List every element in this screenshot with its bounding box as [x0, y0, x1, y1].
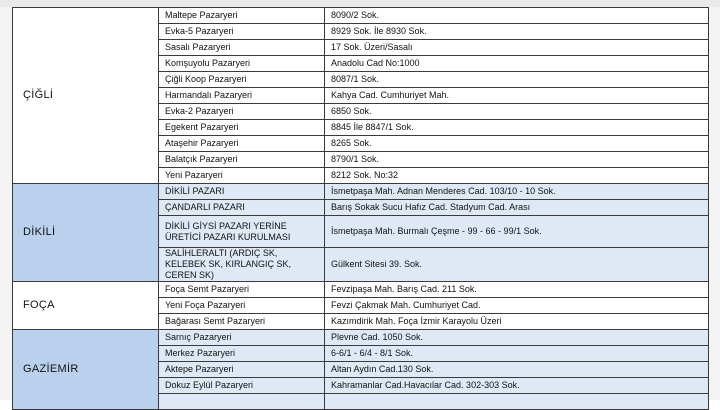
market-name: Yeni Foça Pazaryeri	[159, 298, 325, 314]
market-address: 8845 İle 8847/1 Sok.	[325, 120, 709, 136]
market-address: 8212 Sok. No:32	[325, 168, 709, 184]
market-name: Dokuz Eylül Pazaryeri	[159, 378, 325, 394]
market-name: Merkez Pazaryeri	[159, 346, 325, 362]
market-address: Gülkent Sitesi 39. Sok.	[325, 248, 709, 282]
market-name: DİKİLİ GİYSİ PAZARI YERİNE ÜRETİCİ PAZARI KURULMASI	[159, 216, 325, 248]
market-address-cut-off	[325, 394, 709, 410]
market-address: 8790/1 Sok.	[325, 152, 709, 168]
market-address: 6-6/1 - 6/4 - 8/1 Sok.	[325, 346, 709, 362]
market-address: İsmetpaşa Mah. Burmalı Çeşme - 99 - 66 - 99/1 Sok.	[325, 216, 709, 248]
table-row	[13, 330, 709, 346]
table-row	[13, 282, 709, 298]
market-name: Foça Semt Pazaryeri	[159, 282, 325, 298]
market-address: Kahramanlar Cad.Havacılar Cad. 302-303 Sok.	[325, 378, 709, 394]
market-name: Egekent Pazaryeri	[159, 120, 325, 136]
market-name: DİKİLİ PAZARI	[159, 184, 325, 200]
market-address: Altan Aydın Cad.130 Sok.	[325, 362, 709, 378]
market-name: Ataşehir Pazaryeri	[159, 136, 325, 152]
market-address: 8929 Sok. İle 8930 Sok.	[325, 24, 709, 40]
market-name: Komşuyolu Pazaryeri	[159, 56, 325, 72]
market-address: Plevne Cad. 1050 Sok.	[325, 330, 709, 346]
market-name-cut-off	[159, 394, 325, 410]
market-name: Bağarası Semt Pazaryeri	[159, 314, 325, 330]
table-row	[13, 184, 709, 200]
market-name: Sarnıç Pazaryeri	[159, 330, 325, 346]
market-locations-table	[12, 7, 709, 410]
district-name-cigli: ÇİĞLİ	[13, 8, 159, 184]
market-address: 17 Sok. Üzeri/Sasalı	[325, 40, 709, 56]
market-name: Yeni Pazaryeri	[159, 168, 325, 184]
market-name: Maltepe Pazaryeri	[159, 8, 325, 24]
district-name-dikili: DİKİLİ	[13, 184, 159, 282]
market-address: 6850 Sok.	[325, 104, 709, 120]
district-name-foca: FOÇA	[13, 282, 159, 330]
market-address: Barış Sokak Sucu Hafız Cad. Stadyum Cad. Arası	[325, 200, 709, 216]
market-name: Balatçık Pazaryeri	[159, 152, 325, 168]
market-name: SALİHLERALTI (ARDIÇ SK, KELEBEK SK, KIRLANGIÇ SK, CEREN SK)	[159, 248, 325, 282]
market-address: 8087/1 Sok.	[325, 72, 709, 88]
market-name: ÇANDARLI PAZARI	[159, 200, 325, 216]
market-address: Fevzi Çakmak Mah. Cumhuriyet Cad.	[325, 298, 709, 314]
market-name: Çiğli Koop Pazaryeri	[159, 72, 325, 88]
market-address: Kazımdirik Mah. Foça İzmir Karayolu Üzeri	[325, 314, 709, 330]
market-address: 8265 Sok.	[325, 136, 709, 152]
market-address: Kahya Cad. Cumhuriyet Mah.	[325, 88, 709, 104]
market-name: Sasalı Pazaryeri	[159, 40, 325, 56]
top-edge-strip	[0, 0, 720, 7]
table-row	[13, 8, 709, 24]
market-address: Fevzipaşa Mah. Barış Cad. 211 Sok.	[325, 282, 709, 298]
market-address: İsmetpaşa Mah. Adnan Menderes Cad. 103/10 - 10 Sok.	[325, 184, 709, 200]
market-name: Evka-2 Pazaryeri	[159, 104, 325, 120]
market-name: Aktepe Pazaryeri	[159, 362, 325, 378]
market-name: Harmandalı Pazaryeri	[159, 88, 325, 104]
market-name: Evka-5 Pazaryeri	[159, 24, 325, 40]
district-name-gaziemir: GAZİEMİR	[13, 330, 159, 410]
market-address: Anadolu Cad No:1000	[325, 56, 709, 72]
market-table-body	[13, 8, 709, 410]
market-address: 8090/2 Sok.	[325, 8, 709, 24]
